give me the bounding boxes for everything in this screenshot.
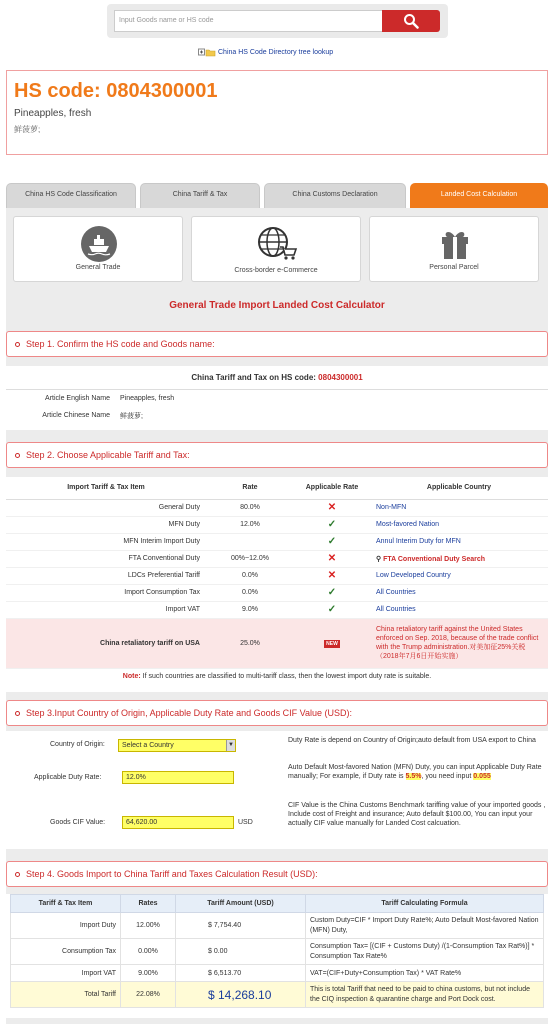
step3-header: [6, 700, 548, 726]
bullet-icon: [15, 453, 20, 458]
cif-label: Goods CIF Value:: [50, 819, 106, 826]
result-formula: Custom Duty=CIF * Import Duty Rate%; Auto Default Most-favored Nation (MFN) Duty,: [306, 913, 544, 939]
step2-box: [6, 477, 548, 692]
goods-name-cn: 鲜菠萝;: [14, 125, 41, 134]
result-formula: VAT=(CIF+Duty+Consumption Tax) * VAT Rate%: [306, 965, 544, 982]
row-value: Pineapples, fresh: [120, 395, 175, 402]
step4-title: Step 4. Goods Import to China Tariff and Taxes Calculation Result (USD):: [26, 869, 318, 879]
step2-table: [6, 477, 548, 669]
country-origin-help: Duty Rate is depend on Country of Origin;auto default from USA export to China: [288, 737, 536, 744]
duty-rate-help-text: Auto Default Most-favored Nation (MFN) Duty, you can input Applicable Duty Rate manually; For example, if Duty rate is: [288, 764, 542, 781]
result-formula: Consumption Tax= [(CIF + Customs Duty) /(1-Consumption Tax Rat%)] * Consumption Tax Rate%: [306, 939, 544, 965]
table-row: [6, 533, 548, 550]
step4-box: [6, 894, 548, 1018]
hs-directory-link[interactable]: [198, 48, 333, 57]
globe-cart-icon: [256, 225, 298, 263]
retaliatory-row: [6, 618, 548, 668]
step3-box: [6, 731, 548, 849]
col-header: Rate: [206, 477, 294, 499]
tariff-item: MFN Interim Import Duty: [6, 533, 206, 550]
table-row: [11, 913, 544, 939]
col-header: Tariff & Tax Item: [11, 895, 121, 913]
bullet-icon: [15, 342, 20, 347]
step1-box: [6, 366, 548, 430]
result-item: Import Duty: [11, 913, 121, 939]
retaliatory-rate: 25.0%: [206, 618, 294, 668]
ship-icon: [80, 225, 118, 263]
hs-directory-link-text[interactable]: China HS Code Directory tree lookup: [218, 49, 334, 56]
tab-customs-declaration[interactable]: China Customs Declaration: [264, 183, 406, 208]
table-row: [6, 550, 548, 567]
country-link[interactable]: Annul Interim Duty for MFN: [370, 533, 548, 550]
row-value: 鲜菠萝;: [120, 412, 143, 420]
tariff-rate: 00%~12.0%: [206, 550, 294, 567]
country-origin-label: Country of Origin:: [50, 741, 105, 748]
table-row: [6, 601, 548, 618]
tab-bar: [6, 183, 548, 208]
step3-title: Step 3.Input Country of Origin, Applicable Duty Rate and Goods CIF Value (USD):: [26, 708, 352, 718]
result-amount: $ 7,754.40: [176, 913, 306, 939]
search-input[interactable]: Input Goods name or HS code: [114, 10, 382, 32]
table-row: [6, 567, 548, 584]
card-personal-parcel[interactable]: [369, 216, 539, 282]
table-row: [11, 939, 544, 965]
result-table: [10, 894, 544, 1008]
card-general-trade[interactable]: [13, 216, 183, 282]
x-icon[interactable]: ✕: [327, 553, 337, 564]
step1-table-title-prefix: China Tariff and Tax on HS code:: [191, 373, 316, 382]
tab-tariff-tax[interactable]: China Tariff & Tax: [140, 183, 260, 208]
folder-icon: [198, 48, 216, 57]
table-row: [6, 407, 548, 424]
step2-header: [6, 442, 548, 468]
check-icon[interactable]: ✓: [327, 536, 337, 547]
goods-name-en: Pineapples, fresh: [14, 108, 92, 119]
step1-table: [6, 390, 548, 424]
table-row: [6, 390, 548, 407]
country-link[interactable]: Low Developed Country: [370, 567, 548, 584]
card-cross-border[interactable]: [191, 216, 361, 282]
card-cross-border-label: Cross-border e-Commerce: [234, 267, 318, 274]
tariff-item: LDCs Preferential Tariff: [6, 567, 206, 584]
col-header: Applicable Country: [370, 477, 548, 499]
magnifier-icon: ⚲: [376, 555, 382, 563]
new-badge: NEW: [326, 640, 338, 647]
fta-search-text[interactable]: FTA Conventional Duty Search: [383, 555, 485, 563]
card-personal-parcel-label: Personal Parcel: [429, 264, 479, 271]
col-header: Import Tariff & Tax Item: [6, 477, 206, 499]
cif-help: CIF Value is the China Customs Benchmark tariffing value of your imported goods , Include cost of Freight and insurance; Auto default $100.00, You can input your actually CIF value manually for Landed Cost calcuation.: [288, 802, 546, 828]
country-origin-value: Select a Country: [122, 742, 174, 749]
retaliatory-note: China retaliatory tariff against the United States enforced on Sep. 2018, because of the trade conflict with the Trump administration.对美加征25%关税（2018年7月6日开始实施）: [370, 618, 548, 668]
col-header: Applicable Rate: [294, 477, 370, 499]
step1-title: Step 1. Confirm the HS code and Goods name:: [26, 339, 215, 349]
fta-search-link[interactable]: [370, 550, 548, 567]
total-amount: $ 14,268.10: [176, 982, 306, 1008]
step4-header: [6, 861, 548, 887]
col-header: Tariff Calculating Formula: [306, 895, 544, 913]
col-header: Tariff Amount (USD): [176, 895, 306, 913]
check-icon[interactable]: ✓: [327, 604, 337, 615]
tariff-rate: 0.0%: [206, 584, 294, 601]
table-row: [6, 584, 548, 601]
step2-title: Step 2. Choose Applicable Tariff and Tax:: [26, 450, 190, 460]
result-amount: $ 6,513.70: [176, 965, 306, 982]
result-item: Import VAT: [11, 965, 121, 982]
step1-header: [6, 331, 548, 357]
step2-note: [6, 669, 548, 684]
table-row: [6, 499, 548, 516]
tariff-rate: 0.0%: [206, 567, 294, 584]
cif-unit: USD: [238, 819, 253, 826]
duty-rate-example: 5.5%: [405, 773, 422, 781]
check-icon[interactable]: ✓: [327, 519, 337, 530]
total-item: Total Tariff: [11, 982, 121, 1008]
search-button[interactable]: [382, 10, 440, 32]
step1-table-title: [6, 366, 548, 390]
row-label: Article Chinese Name: [42, 412, 110, 419]
result-rate: 12.00%: [121, 913, 176, 939]
x-icon[interactable]: ✕: [327, 502, 337, 513]
chevron-down-icon: ▼: [226, 740, 235, 751]
tariff-item: General Duty: [6, 499, 206, 516]
country-link[interactable]: Most-favored Nation: [370, 516, 548, 533]
total-row: [11, 982, 544, 1008]
search-icon: [403, 13, 419, 29]
tariff-rate: 9.0%: [206, 601, 294, 618]
duty-rate-input[interactable]: 12.0%: [122, 771, 234, 784]
cif-input[interactable]: 64,620.00: [122, 816, 234, 829]
bullet-icon: [15, 711, 20, 716]
result-rate: 9.00%: [121, 965, 176, 982]
tab-hs-classification[interactable]: China HS Code Classification: [6, 183, 136, 208]
bullet-icon: [15, 872, 20, 877]
tariff-rate: [206, 533, 294, 550]
result-item: Consumption Tax: [11, 939, 121, 965]
table-row: [6, 516, 548, 533]
country-link[interactable]: All Countries: [370, 584, 548, 601]
tariff-item: MFN Duty: [6, 516, 206, 533]
table-row: [11, 965, 544, 982]
duty-rate-help: [288, 763, 546, 781]
total-formula: This is total Tariff that need to be paid to china customs, but not include the CIQ inspection & quarantine charge and Port Dock cost.: [306, 982, 544, 1008]
hs-code-title: HS code: 0804300001: [14, 80, 218, 102]
step1-table-title-code: 0804300001: [318, 373, 363, 382]
col-header: Rates: [121, 895, 176, 913]
note-text: If such countries are classified to multi-tariff class, then the lowest import duty rate is suitable.: [142, 672, 432, 680]
tariff-rate: 80.0%: [206, 499, 294, 516]
country-origin-select[interactable]: [118, 739, 236, 752]
result-rate: 0.00%: [121, 939, 176, 965]
duty-rate-example-value: 0.055: [473, 773, 491, 781]
duty-rate-label: Applicable Duty Rate:: [34, 774, 102, 781]
x-icon[interactable]: ✕: [327, 570, 337, 581]
row-label: Article English Name: [45, 395, 110, 402]
result-amount: $ 0.00: [176, 939, 306, 965]
note-label: Note:: [122, 672, 141, 680]
card-general-trade-label: General Trade: [75, 264, 121, 271]
tariff-item: Import Consumption Tax: [6, 584, 206, 601]
tariff-rate: 12.0%: [206, 516, 294, 533]
calculator-title: General Trade Import Landed Cost Calculator: [169, 300, 385, 311]
gift-icon: [439, 225, 471, 261]
duty-rate-help-mid: , you need input: [421, 773, 472, 781]
retaliatory-item: China retaliatory tariff on USA: [6, 618, 206, 668]
tariff-item: FTA Conventional Duty: [6, 550, 206, 567]
country-link[interactable]: All Countries: [370, 601, 548, 618]
total-rate: 22.08%: [121, 982, 176, 1008]
tab-landed-cost[interactable]: Landed Cost Calculation: [410, 183, 548, 208]
country-link[interactable]: Non-MFN: [370, 499, 548, 516]
check-icon[interactable]: ✓: [327, 587, 337, 598]
tariff-item: Import VAT: [6, 601, 206, 618]
